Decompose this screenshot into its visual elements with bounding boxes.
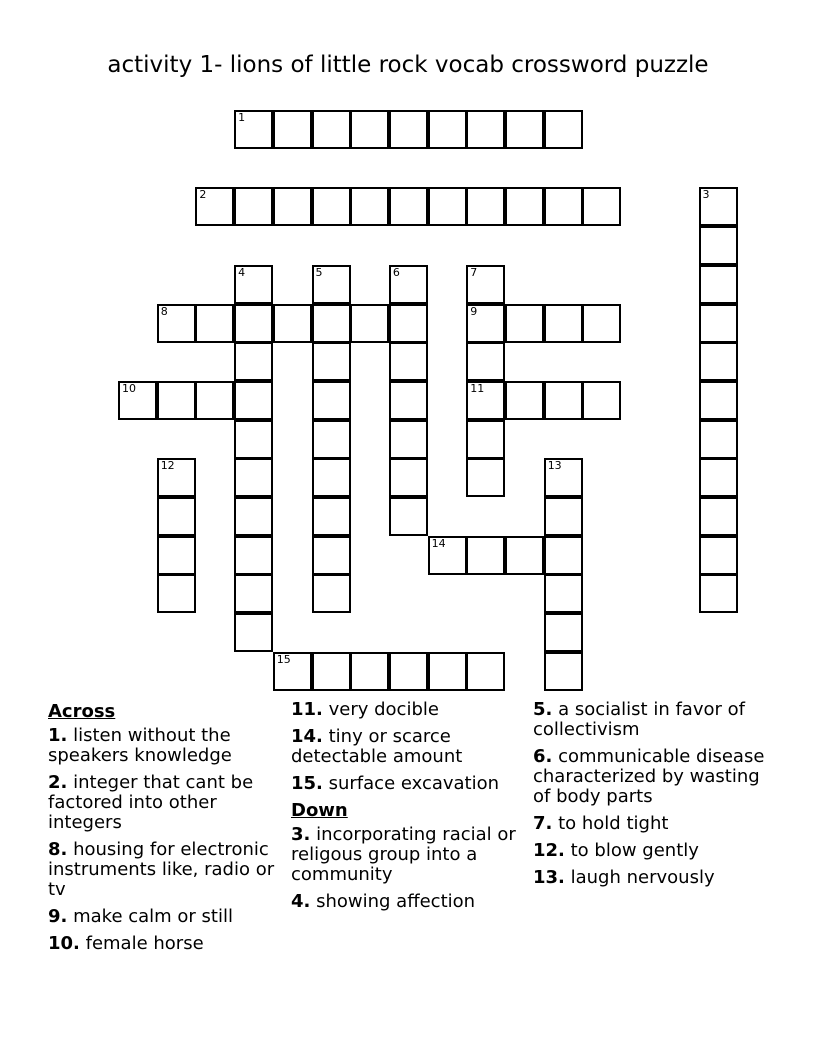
grid-cell[interactable]: [389, 420, 428, 459]
clues-column-3: [533, 700, 768, 895]
grid-cell[interactable]: [699, 187, 738, 226]
grid-cell[interactable]: [699, 458, 738, 497]
grid-cell[interactable]: [312, 652, 351, 691]
clue-text: make calm or still: [67, 906, 233, 927]
across-heading: Across: [48, 701, 116, 722]
clue-number: 15: [276, 652, 291, 666]
grid-cell[interactable]: [544, 458, 583, 497]
clue-item: [48, 907, 283, 927]
grid-cell[interactable]: [505, 187, 544, 226]
grid-cell[interactable]: [505, 110, 544, 149]
grid-cell[interactable]: [544, 187, 583, 226]
grid-cell[interactable]: [157, 497, 196, 536]
grid-cell[interactable]: [157, 381, 196, 420]
grid-cell[interactable]: [234, 265, 273, 304]
clue-item: [48, 934, 283, 954]
clue-item: [291, 825, 526, 885]
grid-cell[interactable]: [505, 381, 544, 420]
clue-item: [533, 700, 768, 740]
clue-label-number: 15.: [291, 773, 323, 794]
grid-cell[interactable]: [118, 381, 157, 420]
grid-cell[interactable]: [466, 304, 505, 343]
puzzle-title: activity 1- lions of little rock vocab crossword puzzle: [107, 52, 709, 78]
clue-item: [48, 726, 283, 766]
clue-number: 1: [238, 111, 246, 124]
clue-text: a socialist in favor of collectivism: [533, 699, 745, 740]
grid-cell[interactable]: [195, 187, 234, 226]
grid-cell[interactable]: [312, 110, 351, 149]
clue-number: 11: [470, 381, 485, 395]
clue-number: 6: [392, 265, 400, 279]
grid-cell[interactable]: [234, 420, 273, 459]
grid-cell[interactable]: [389, 110, 428, 149]
clue-text: showing affection: [310, 891, 476, 912]
clue-text: listen without the speakers knowledge: [48, 725, 232, 766]
grid-cell[interactable]: [389, 265, 428, 304]
clue-text: to blow gently: [564, 840, 699, 861]
clue-number: 2: [199, 188, 207, 202]
grid-cell[interactable]: [312, 420, 351, 459]
clue-label-number: 10.: [48, 933, 80, 954]
clue-number: 4: [238, 265, 246, 279]
clue-label-number: 12.: [533, 840, 565, 861]
clues-column-2: [291, 700, 526, 919]
grid-cell[interactable]: [428, 110, 467, 149]
grid-cell[interactable]: [389, 497, 428, 536]
clue-text: laugh nervously: [564, 867, 715, 888]
clue-label-number: 2.: [48, 772, 68, 793]
grid-cell[interactable]: [389, 652, 428, 691]
down-heading: Down: [291, 800, 348, 821]
grid-cell[interactable]: [312, 265, 351, 304]
clue-number: 8: [160, 304, 168, 318]
grid-cell[interactable]: [312, 187, 351, 226]
grid-cell[interactable]: [312, 497, 351, 536]
grid-cell[interactable]: [312, 381, 351, 420]
grid-cell[interactable]: [312, 458, 351, 497]
grid-cell[interactable]: [234, 187, 273, 226]
grid-cell[interactable]: [582, 187, 621, 226]
clue-text: incorporating racial or religous group into a community: [291, 824, 516, 885]
grid-cell[interactable]: [699, 420, 738, 459]
clue-item: [533, 747, 768, 807]
grid-cell[interactable]: [699, 536, 738, 575]
grid-cell[interactable]: [234, 381, 273, 420]
grid-cell[interactable]: [389, 381, 428, 420]
clue-item: [291, 892, 526, 912]
grid-cell[interactable]: [466, 458, 505, 497]
grid-cell[interactable]: [157, 536, 196, 575]
clue-number: 12: [160, 459, 175, 473]
grid-cell[interactable]: [466, 381, 505, 420]
clue-item: [291, 727, 526, 767]
clue-label-number: 11.: [291, 699, 323, 720]
clue-item: [533, 841, 768, 861]
grid-cell[interactable]: [428, 536, 467, 575]
grid-cell[interactable]: [312, 536, 351, 575]
grid-cell[interactable]: [195, 304, 234, 343]
clue-label-number: 1.: [48, 725, 68, 746]
grid-cell[interactable]: [544, 652, 583, 691]
grid-cell[interactable]: [582, 381, 621, 420]
grid-cell[interactable]: [544, 304, 583, 343]
grid-cell[interactable]: [466, 536, 505, 575]
clue-label-number: 6.: [533, 746, 553, 767]
grid-cell[interactable]: [234, 342, 273, 381]
grid-cell[interactable]: [544, 497, 583, 536]
clue-label-number: 7.: [533, 813, 553, 834]
grid-cell[interactable]: [428, 652, 467, 691]
clue-label-number: 3.: [291, 824, 311, 845]
grid-cell[interactable]: [699, 497, 738, 536]
clue-label-number: 14.: [291, 726, 323, 747]
clue-text: female horse: [79, 933, 204, 954]
clue-label-number: 9.: [48, 906, 68, 927]
grid-cell[interactable]: [389, 342, 428, 381]
grid-cell[interactable]: [157, 574, 196, 613]
grid-cell[interactable]: [389, 304, 428, 343]
clue-item: [291, 774, 526, 794]
grid-cell[interactable]: [582, 304, 621, 343]
grid-cell[interactable]: [273, 652, 312, 691]
clue-item: [533, 868, 768, 888]
clue-text: integer that cant be factored into other integers: [48, 772, 254, 833]
grid-cell[interactable]: [699, 342, 738, 381]
grid-cell[interactable]: [234, 536, 273, 575]
grid-cell[interactable]: [544, 536, 583, 575]
clue-item: [48, 840, 283, 900]
grid-cell[interactable]: [234, 613, 273, 652]
grid-cell[interactable]: [699, 574, 738, 613]
grid-cell[interactable]: [699, 381, 738, 420]
clue-text: to hold tight: [552, 813, 669, 834]
clue-number: 14: [431, 536, 446, 550]
grid-cell[interactable]: [389, 187, 428, 226]
clue-number: 7: [470, 265, 478, 279]
grid-cell[interactable]: [273, 110, 312, 149]
clue-number: 9: [470, 304, 478, 318]
grid-cell[interactable]: [234, 304, 273, 343]
grid-cell[interactable]: [466, 265, 505, 304]
grid-cell[interactable]: [195, 381, 234, 420]
grid-cell[interactable]: [466, 342, 505, 381]
grid-cell[interactable]: [350, 187, 389, 226]
grid-cell[interactable]: [234, 497, 273, 536]
clue-label-number: 13.: [533, 867, 565, 888]
grid-cell[interactable]: [157, 304, 196, 343]
clue-number: 5: [315, 265, 323, 279]
clue-text: communicable disease characterized by wasting of body parts: [533, 746, 765, 807]
grid-cell[interactable]: [466, 110, 505, 149]
grid-cell[interactable]: [273, 304, 312, 343]
clue-text: surface excavation: [322, 773, 500, 794]
grid-cell[interactable]: [544, 574, 583, 613]
grid-cell[interactable]: [505, 304, 544, 343]
grid-cell[interactable]: [157, 458, 196, 497]
clue-label-number: 8.: [48, 839, 68, 860]
grid-cell[interactable]: [544, 381, 583, 420]
grid-cell[interactable]: [466, 652, 505, 691]
clue-text: housing for electronic instruments like, radio or tv: [48, 839, 275, 900]
clue-label-number: 4.: [291, 891, 311, 912]
grid-cell[interactable]: [234, 110, 273, 149]
grid-cell[interactable]: [312, 574, 351, 613]
grid-cell[interactable]: [699, 265, 738, 304]
grid-cell[interactable]: [234, 458, 273, 497]
grid-cell[interactable]: [312, 342, 351, 381]
clue-text: tiny or scarce detectable amount: [291, 726, 463, 767]
clue-text: very docible: [322, 699, 439, 720]
clue-item: [533, 814, 768, 834]
grid-cell[interactable]: [505, 536, 544, 575]
grid-cell[interactable]: [234, 574, 273, 613]
grid-cell[interactable]: [389, 458, 428, 497]
grid-cell[interactable]: [699, 304, 738, 343]
clue-label-number: 5.: [533, 699, 553, 720]
grid-cell[interactable]: [428, 187, 467, 226]
grid-cell[interactable]: [699, 226, 738, 265]
clue-number: 13: [547, 459, 562, 473]
clue-item: [291, 700, 526, 720]
grid-cell[interactable]: [350, 652, 389, 691]
grid-cell[interactable]: [350, 110, 389, 149]
clue-item: [48, 773, 283, 833]
grid-cell[interactable]: [312, 304, 351, 343]
clues-column-1: [48, 700, 283, 961]
grid-cell[interactable]: [350, 304, 389, 343]
grid-cell[interactable]: [273, 187, 312, 226]
grid-cell[interactable]: [544, 110, 583, 149]
clue-number: 10: [122, 381, 136, 395]
clue-number: 3: [702, 188, 710, 202]
grid-cell[interactable]: [466, 187, 505, 226]
grid-cell[interactable]: [544, 613, 583, 652]
grid-cell[interactable]: [466, 420, 505, 459]
